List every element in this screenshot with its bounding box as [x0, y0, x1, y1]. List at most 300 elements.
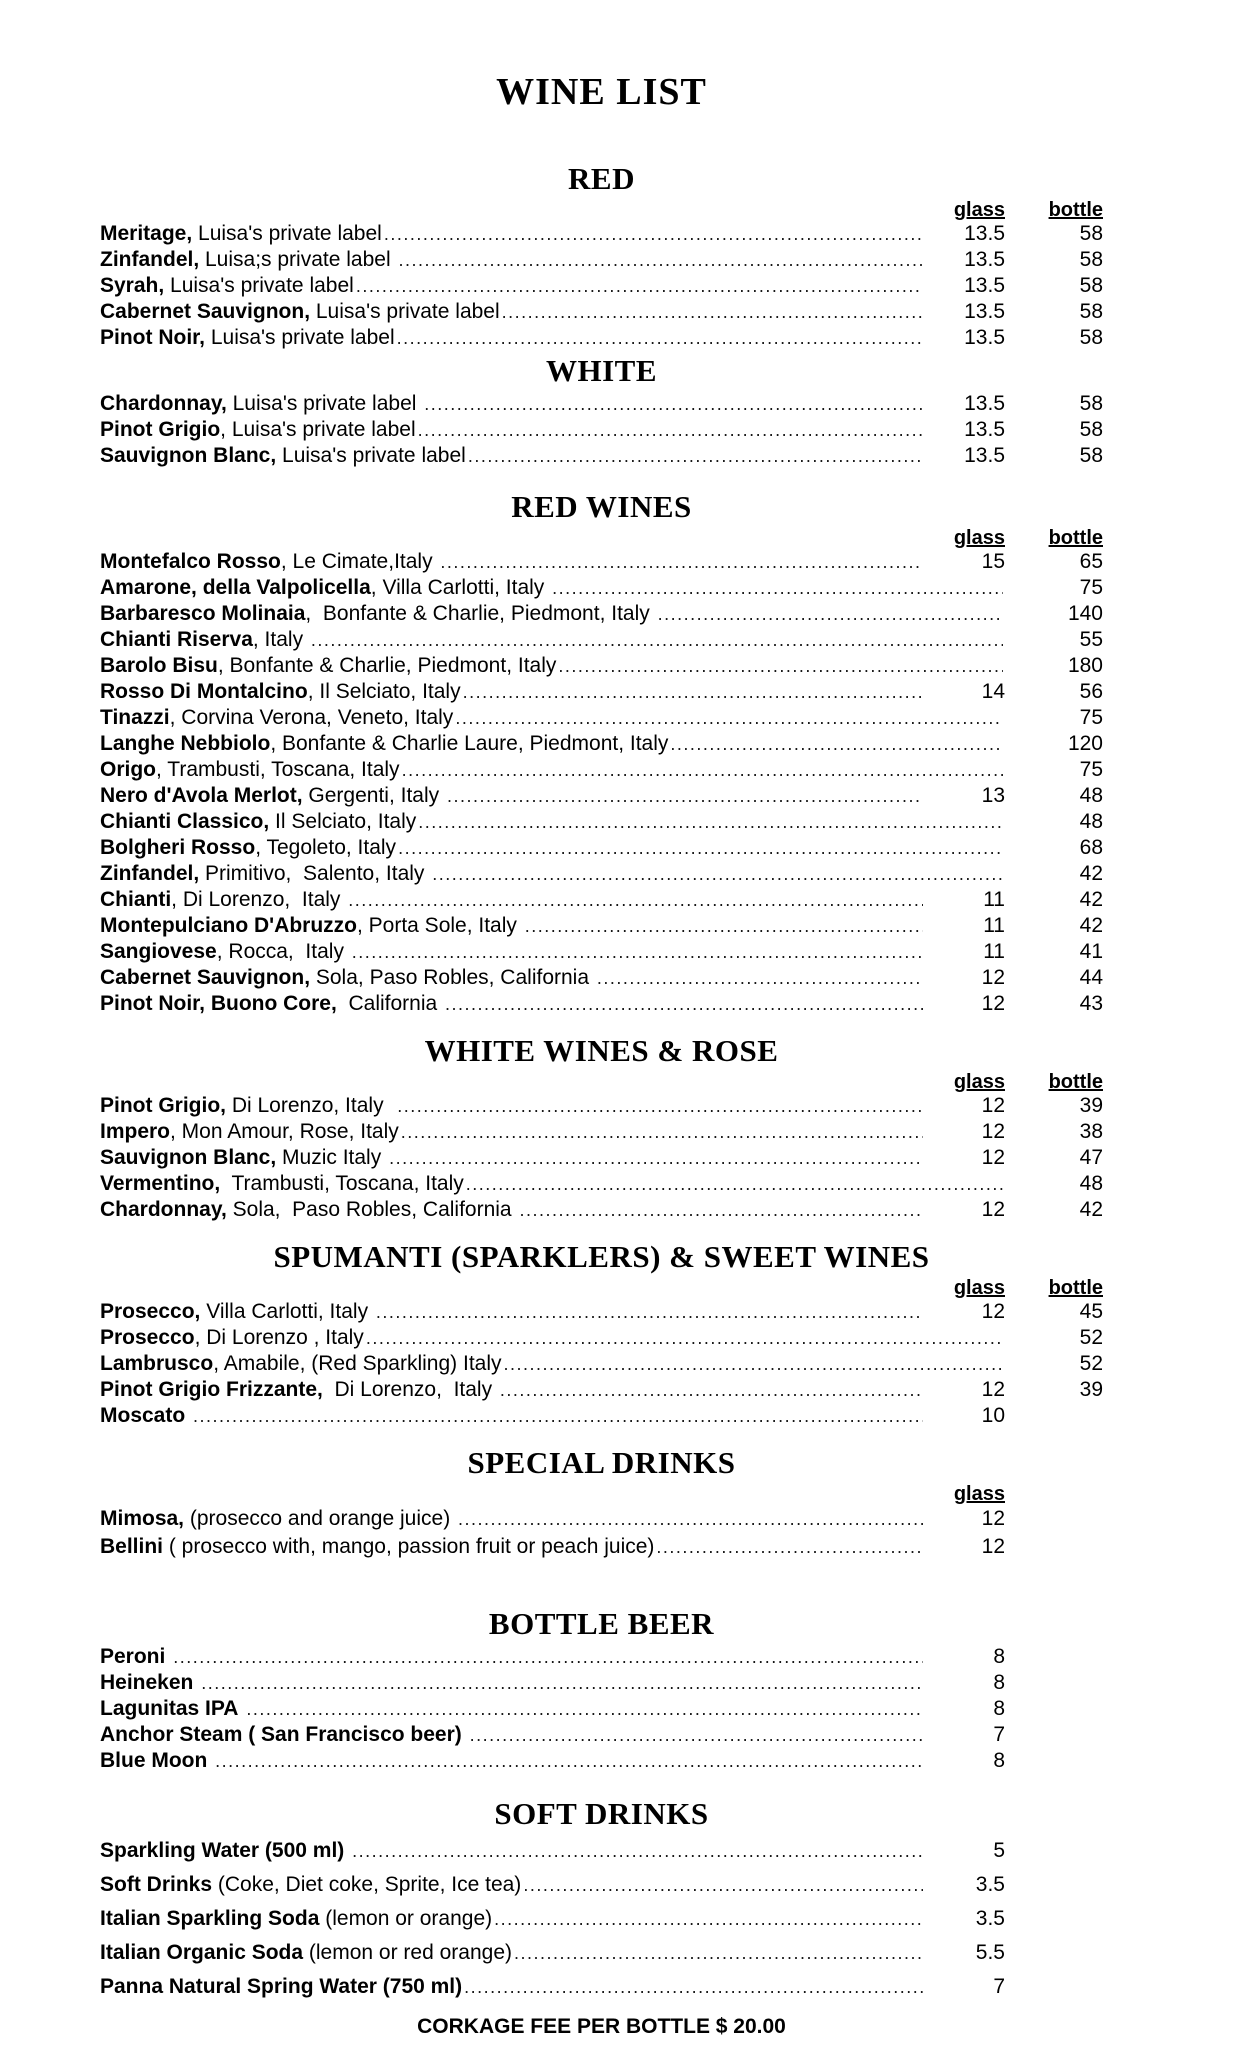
dot-leader: [504, 1351, 1004, 1377]
glass-price: 11: [983, 914, 1005, 937]
menu-item-row: [100, 1936, 1103, 1970]
dot-leader: [432, 861, 1003, 887]
item-description: [238, 1696, 244, 1722]
item-description: Luisa's private label: [205, 326, 395, 349]
menu-item-row: [100, 783, 1103, 809]
menu-item-row: [100, 325, 1103, 351]
item-description: Luisa's private label: [276, 444, 466, 467]
menu-item-row: [100, 417, 1103, 443]
item-description: , Bonfante & Charlie, Piedmont, Italy: [217, 654, 557, 677]
glass-price: 13.5: [964, 418, 1005, 441]
dot-leader: [466, 1171, 1003, 1197]
bottle-price: 48: [1079, 1172, 1103, 1195]
item-description: Muzic Italy: [276, 1146, 388, 1169]
item-description: [207, 1748, 213, 1774]
menu-item-row: [100, 273, 1103, 299]
glass-price: 13.5: [964, 444, 1005, 467]
item-description: Trambusti, Toscana, Italy: [220, 1172, 464, 1195]
bottle-price: 75: [1079, 758, 1103, 781]
dot-leader: [352, 939, 923, 965]
item-description: , Di Lorenzo , Italy: [194, 1326, 364, 1349]
bottle-price: 180: [1067, 654, 1103, 677]
item-name: Heineken: [100, 1671, 194, 1694]
menu-item-row: [100, 809, 1103, 835]
item-description: , Rocca, Italy: [216, 940, 350, 963]
item-description: Sola, Paso Robles, California: [226, 1198, 518, 1221]
dot-leader: [418, 809, 1003, 835]
item-description: , Le Cimate,Italy: [280, 550, 439, 573]
bottle-price: 58: [1079, 274, 1103, 297]
menu-item-row: [100, 1868, 1103, 1902]
dot-leader: [514, 1936, 923, 1970]
item-description: , Il Selciato, Italy: [307, 680, 461, 703]
glass-price: 3.5: [975, 1907, 1005, 1930]
item-description: Luisa's private label: [192, 222, 382, 245]
item-description: Luisa's private label: [310, 300, 500, 323]
glass-price: 12: [981, 1378, 1005, 1401]
item-description: (lemon or red orange): [303, 1941, 512, 1964]
glass-price: 8: [993, 1749, 1005, 1772]
glass-price: 13.5: [964, 222, 1005, 245]
item-name: Bellini: [100, 1535, 164, 1558]
glass-price: 13.5: [964, 274, 1005, 297]
menu-item-row: [100, 965, 1103, 991]
item-description: [193, 1670, 199, 1696]
dot-leader: [397, 325, 923, 351]
menu-item-row: [100, 1696, 1103, 1722]
glass-price: 13.5: [964, 326, 1005, 349]
glass-price: 7: [993, 1975, 1005, 1998]
menu-item-row: [100, 601, 1103, 627]
dot-leader: [401, 1119, 923, 1145]
bottle-price: 48: [1079, 784, 1103, 807]
menu-page: [100, 0, 1103, 2040]
item-name: Langhe Nebbiolo: [100, 732, 271, 755]
item-description: , Villa Carlotti, Italy: [370, 576, 551, 599]
item-name: Montefalco Rosso: [100, 550, 281, 573]
bottle-price: 75: [1079, 706, 1103, 729]
menu-item-row: [100, 1834, 1103, 1868]
glass-price: 8: [993, 1697, 1005, 1720]
item-description: California: [336, 992, 444, 1015]
item-description: Primitivo, Salento, Italy: [199, 862, 431, 885]
menu-item-row: [100, 1670, 1103, 1696]
item-name: Bolgheri Rosso: [100, 836, 256, 859]
item-name: Impero: [100, 1120, 171, 1143]
section-heading: SPECIAL DRINKS: [467, 1445, 736, 1480]
dot-leader: [389, 1145, 923, 1171]
bottle-price: 39: [1079, 1378, 1103, 1401]
glass-price: 5: [993, 1839, 1005, 1862]
item-description: Sola, Paso Robles, California: [310, 966, 595, 989]
menu-item-row: [100, 575, 1103, 601]
item-description: [462, 1722, 468, 1748]
section-rows: [100, 549, 1103, 1017]
item-name: Zinfandel,: [100, 862, 200, 885]
menu-section: [100, 1237, 1103, 1429]
section-heading: RED WINES: [511, 489, 692, 524]
item-description: Gergenti, Italy: [302, 784, 445, 807]
item-name: Tinazzi: [100, 706, 170, 729]
bottle-price: 41: [1079, 940, 1103, 963]
item-description: , Amabile, (Red Sparkling) Italy: [213, 1352, 502, 1375]
menu-item-row: [100, 1197, 1103, 1223]
menu-item-row: [100, 1145, 1103, 1171]
menu-item-row: [100, 861, 1103, 887]
glass-column-header: glass: [953, 1277, 1005, 1299]
bottle-price: 55: [1079, 628, 1103, 651]
menu-section: [100, 1794, 1103, 2004]
item-name: Cabernet Sauvignon,: [100, 300, 311, 323]
glass-price: 13: [981, 784, 1005, 807]
item-name: Sangiovese: [100, 940, 217, 963]
dot-leader: [397, 1093, 923, 1119]
glass-price: 14: [981, 680, 1005, 703]
dot-leader: [193, 1403, 923, 1429]
item-name: Chianti Classico,: [100, 810, 270, 833]
dot-leader: [500, 1377, 923, 1403]
bottle-column-header: bottle: [1048, 1071, 1103, 1093]
item-name: Italian Organic Soda: [100, 1941, 304, 1964]
menu-item-row: [100, 835, 1103, 861]
bottle-price: 43: [1079, 992, 1103, 1015]
menu-section: [100, 1604, 1103, 1774]
bottle-price: 47: [1079, 1146, 1103, 1169]
menu-item-row: [100, 299, 1103, 325]
section-heading: WHITE: [545, 353, 658, 388]
item-name: Sauvignon Blanc,: [100, 444, 277, 467]
item-name: Nero d'Avola Merlot,: [100, 784, 303, 807]
dot-leader: [440, 549, 923, 575]
menu-item-row: [100, 1644, 1103, 1670]
dot-leader: [356, 273, 923, 299]
bottle-price: 42: [1079, 914, 1103, 937]
bottle-price: 58: [1079, 418, 1103, 441]
glass-column-header: glass: [953, 1483, 1005, 1505]
menu-item-row: [100, 1377, 1103, 1403]
item-name: Barbaresco Molinaia: [100, 602, 306, 625]
item-name: Chardonnay,: [100, 1198, 227, 1221]
menu-item-row: [100, 443, 1103, 469]
menu-item-row: [100, 1533, 1103, 1561]
menu-item-row: [100, 679, 1103, 705]
item-name: Lagunitas IPA: [100, 1697, 239, 1720]
glass-price: 8: [993, 1645, 1005, 1668]
glass-price: 8: [993, 1671, 1005, 1694]
item-name: Moscato: [100, 1404, 186, 1427]
bottle-price: 56: [1079, 680, 1103, 703]
menu-section: [100, 1443, 1103, 1561]
menu-item-row: [100, 1119, 1103, 1145]
dot-leader: [402, 757, 1003, 783]
bottle-column-header: bottle: [1048, 527, 1103, 549]
section-rows: [100, 391, 1103, 469]
bottle-price: 48: [1079, 810, 1103, 833]
item-description: Villa Carlotti, Italy: [200, 1300, 374, 1323]
item-description: [344, 1834, 350, 1868]
section-heading: RED: [568, 161, 635, 196]
dot-leader: [455, 705, 1003, 731]
glass-price: 12: [981, 1146, 1005, 1169]
item-name: Chardonnay,: [100, 392, 227, 415]
dot-leader: [173, 1644, 923, 1670]
item-description: Di Lorenzo, Italy: [322, 1378, 498, 1401]
menu-item-row: [100, 731, 1103, 757]
glass-price: 12: [981, 966, 1005, 989]
glass-price: 12: [981, 992, 1005, 1015]
menu-item-row: [100, 1403, 1103, 1429]
item-name: Prosecco: [100, 1326, 195, 1349]
dot-leader: [525, 913, 923, 939]
item-name: Syrah,: [100, 274, 165, 297]
bottle-price: 45: [1079, 1300, 1103, 1323]
glass-price: 13.5: [964, 248, 1005, 271]
item-name: Sauvignon Blanc,: [100, 1146, 277, 1169]
bottle-column-header: bottle: [1048, 199, 1103, 221]
item-name: Anchor Steam ( San Francisco beer): [100, 1723, 462, 1746]
menu-item-row: [100, 221, 1103, 247]
item-name: Meritage,: [100, 222, 193, 245]
item-description: , Mon Amour, Rose, Italy: [170, 1120, 399, 1143]
menu-item-row: [100, 1351, 1103, 1377]
menu-item-row: [100, 913, 1103, 939]
dot-leader: [552, 575, 1003, 601]
dot-leader: [464, 1970, 923, 2004]
dot-leader: [494, 1902, 923, 1936]
menu-item-row: [100, 1299, 1103, 1325]
dot-leader: [558, 653, 1003, 679]
bottle-price: 38: [1079, 1120, 1103, 1143]
glass-price: 12: [981, 1507, 1005, 1530]
dot-leader: [384, 221, 923, 247]
item-description: Luisa's private label: [164, 274, 354, 297]
menu-item-row: [100, 1902, 1103, 1936]
menu-item-row: [100, 1748, 1103, 1774]
section-rows: [100, 1834, 1103, 2004]
dot-leader: [376, 1299, 923, 1325]
bottle-price: 120: [1067, 732, 1103, 755]
dot-leader: [445, 991, 923, 1017]
dot-leader: [502, 299, 923, 325]
item-name: Pinot Grigio,: [100, 1094, 226, 1117]
glass-price: 3.5: [975, 1873, 1005, 1896]
column-header-row: [100, 1277, 1103, 1299]
menu-item-row: [100, 549, 1103, 575]
glass-price: 5.5: [975, 1941, 1005, 1964]
item-name: Panna Natural Spring Water (750 ml): [100, 1975, 463, 1998]
item-name: Cabernet Sauvignon,: [100, 966, 311, 989]
bottle-price: 42: [1079, 862, 1103, 885]
glass-price: 11: [983, 940, 1005, 963]
item-description: Luisa's private label: [226, 392, 423, 415]
item-name: Italian Sparkling Soda: [100, 1907, 320, 1930]
menu-item-row: [100, 1093, 1103, 1119]
item-name: Zinfandel,: [100, 248, 200, 271]
bottle-column-header: bottle: [1048, 1277, 1103, 1299]
bottle-price: 58: [1079, 248, 1103, 271]
glass-price: 12: [981, 1120, 1005, 1143]
glass-price: 15: [981, 550, 1005, 573]
dot-leader: [246, 1696, 923, 1722]
bottle-price: 58: [1079, 300, 1103, 323]
menu-item-row: [100, 939, 1103, 965]
section-heading: BOTTLE BEER: [488, 1606, 715, 1641]
item-description: , Luisa's private label: [220, 418, 416, 441]
menu-item-row: [100, 1505, 1103, 1533]
bottle-price: 39: [1079, 1094, 1103, 1117]
bottle-price: 52: [1079, 1352, 1103, 1375]
menu-item-row: [100, 757, 1103, 783]
bottle-price: 42: [1079, 888, 1103, 911]
item-name: Barolo Bisu: [100, 654, 218, 677]
menu-item-row: [100, 391, 1103, 417]
column-header-row: [100, 527, 1103, 549]
item-description: ( prosecco with, mango, passion fruit or peach juice): [163, 1535, 655, 1558]
glass-price: 10: [981, 1404, 1005, 1427]
section-rows: [100, 1505, 1103, 1561]
item-name: Vermentino,: [100, 1172, 221, 1195]
item-description: , Bonfante & Charlie Laure, Piedmont, Italy: [270, 732, 669, 755]
dot-leader: [215, 1748, 923, 1774]
item-name: Pinot Noir,: [100, 326, 205, 349]
item-description: (Coke, Diet coke, Sprite, Ice tea): [212, 1873, 522, 1896]
item-description: , Di Lorenzo, Italy: [171, 888, 347, 911]
section-rows: [100, 221, 1103, 351]
item-name: Rosso Di Montalcino: [100, 680, 308, 703]
item-name: Pinot Grigio: [100, 418, 221, 441]
bottle-price: 42: [1079, 1198, 1103, 1221]
bottle-price: 75: [1079, 576, 1103, 599]
section-heading: SOFT DRINKS: [494, 1796, 709, 1831]
dot-leader: [447, 783, 923, 809]
bottle-price: 44: [1079, 966, 1103, 989]
item-name: Chianti: [100, 888, 172, 911]
glass-price: 12: [981, 1535, 1005, 1558]
dot-leader: [366, 1325, 1003, 1351]
bottle-price: 58: [1079, 444, 1103, 467]
item-name: Blue Moon: [100, 1749, 208, 1772]
menu-item-row: [100, 653, 1103, 679]
dot-leader: [658, 601, 1003, 627]
menu-section: [100, 487, 1103, 1017]
menu-sections: [100, 159, 1103, 2004]
item-description: Il Selciato, Italy: [269, 810, 417, 833]
menu-item-row: [100, 1970, 1103, 2004]
bottle-price: 58: [1079, 222, 1103, 245]
menu-item-row: [100, 887, 1103, 913]
column-header-row: [100, 1071, 1103, 1093]
glass-price: 11: [983, 888, 1005, 911]
item-name: Prosecco,: [100, 1300, 201, 1323]
item-name: Sparkling Water (500 ml): [100, 1839, 345, 1862]
dot-leader: [201, 1670, 923, 1696]
dot-leader: [519, 1197, 923, 1223]
item-description: Luisa;s private label: [199, 248, 397, 271]
glass-price: 13.5: [964, 300, 1005, 323]
item-name: Amarone, della Valpolicella: [100, 576, 371, 599]
glass-price: 12: [981, 1300, 1005, 1323]
item-name: Soft Drinks: [100, 1873, 213, 1896]
dot-leader: [311, 627, 1003, 653]
item-name: Mimosa,: [100, 1507, 185, 1530]
glass-price: 7: [993, 1723, 1005, 1746]
glass-price: 12: [981, 1094, 1005, 1117]
item-name: Chianti Riserva: [100, 628, 253, 651]
column-header-row: [100, 1483, 1103, 1505]
bottle-price: 58: [1079, 326, 1103, 349]
corkage-note: CORKAGE FEE PER BOTTLE $ 20.00: [417, 2015, 786, 2038]
dot-leader: [597, 965, 923, 991]
dot-leader: [656, 1533, 923, 1561]
item-description: (prosecco and orange juice): [184, 1507, 457, 1530]
menu-section: [100, 1031, 1103, 1223]
item-name: Pinot Noir, Buono Core,: [100, 992, 337, 1015]
glass-column-header: glass: [953, 1071, 1005, 1093]
menu-item-row: [100, 991, 1103, 1017]
item-description: , Tegoleto, Italy: [255, 836, 397, 859]
section-rows: [100, 1299, 1103, 1429]
dot-leader: [398, 835, 1003, 861]
bottle-price: 68: [1079, 836, 1103, 859]
item-description: , Porta Sole, Italy: [356, 914, 523, 937]
menu-title: WINE LIST: [496, 71, 707, 113]
menu-section: [100, 159, 1103, 351]
column-header-row: [100, 199, 1103, 221]
dot-leader: [418, 417, 923, 443]
section-rows: [100, 1093, 1103, 1223]
bottle-price: 58: [1079, 392, 1103, 415]
dot-leader: [352, 1834, 923, 1868]
glass-price: 12: [981, 1198, 1005, 1221]
item-description: [165, 1644, 171, 1670]
item-name: Lambrusco: [100, 1352, 214, 1375]
menu-item-row: [100, 627, 1103, 653]
glass-column-header: glass: [953, 199, 1005, 221]
menu-item-row: [100, 705, 1103, 731]
menu-item-row: [100, 1722, 1103, 1748]
dot-leader: [424, 391, 923, 417]
dot-leader: [670, 731, 1003, 757]
dot-leader: [470, 1722, 923, 1748]
item-description: , Trambusti, Toscana, Italy: [156, 758, 400, 781]
bottle-price: 65: [1079, 550, 1103, 573]
dot-leader: [463, 679, 923, 705]
menu-item-row: [100, 1171, 1103, 1197]
item-description: Di Lorenzo, Italy: [226, 1094, 396, 1117]
item-description: [185, 1403, 191, 1429]
item-description: , Bonfante & Charlie, Piedmont, Italy: [305, 602, 656, 625]
item-description: (lemon or orange): [319, 1907, 493, 1930]
glass-column-header: glass: [953, 527, 1005, 549]
item-name: Peroni: [100, 1645, 166, 1668]
dot-leader: [523, 1868, 923, 1902]
dot-leader: [348, 887, 923, 913]
item-name: Origo: [100, 758, 156, 781]
bottle-price: 140: [1067, 602, 1103, 625]
item-name: Montepulciano D'Abruzzo: [100, 914, 357, 937]
dot-leader: [398, 247, 923, 273]
section-heading: WHITE WINES & ROSE: [424, 1033, 779, 1068]
menu-item-row: [100, 247, 1103, 273]
menu-section: [100, 351, 1103, 469]
section-heading: SPUMANTI (SPARKLERS) & SWEET WINES: [273, 1239, 930, 1274]
item-description: , Italy: [252, 628, 309, 651]
item-description: , Corvina Verona, Veneto, Italy: [169, 706, 454, 729]
glass-price: 13.5: [964, 392, 1005, 415]
section-rows: [100, 1644, 1103, 1774]
dot-leader: [458, 1505, 923, 1533]
dot-leader: [468, 443, 923, 469]
